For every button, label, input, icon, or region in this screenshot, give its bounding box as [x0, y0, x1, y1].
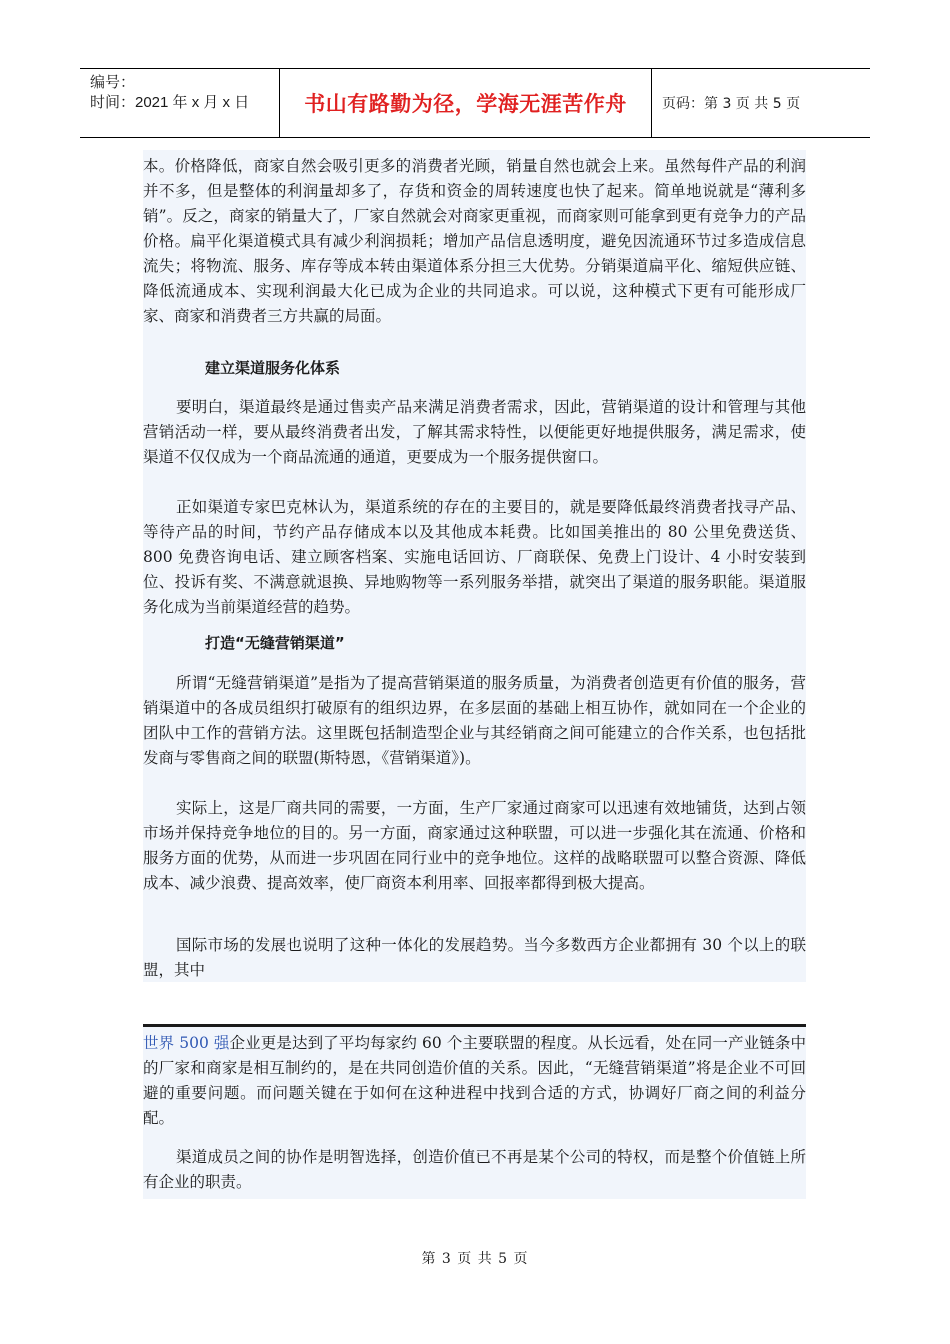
- section-heading-service: 建立渠道服务化体系: [205, 359, 341, 377]
- paragraph-cooperation: 渠道成员之间的协作是明智选择，创造价值已不再是某个公司的特权，而是整个价值链上所有企业的职责。: [143, 1148, 806, 1191]
- header-page-label: 页码：第 3 页 共 5 页: [662, 96, 801, 112]
- content-block-continued: [143, 1024, 806, 1199]
- page-header: [80, 68, 870, 138]
- paragraph-fortune500: [143, 1031, 806, 1131]
- header-slogan: 书山有路勤为径，学海无涯苦作舟: [280, 69, 652, 137]
- paragraph-service-examples: 正如渠道专家巴克林认为，渠道系统的存在的主要目的，就是要降低最终消费者找寻产品、等待产品的时间，节约产品存储成本以及其他成本耗费。比如国美推出的 80 公里免费送货、800 免费咨询电话、建立顾客档案、实施电话回访、厂商联保、免费上门设计、4 小时安装到位、投诉有奖、不满意就退换、异地购物等一系列服务举措，就突出了渠道的服务职能。渠道服务化成为当前渠道经营的趋势。: [143, 498, 806, 616]
- fortune500-link[interactable]: 世界 500 强: [143, 1034, 230, 1052]
- header-info: [80, 69, 280, 137]
- paragraph-flat-channel: 本。价格降低，商家自然会吸引更多的消费者光顾，销量自然也就会上来。虽然每件产品的利润并不多，但是整体的利润量却多了，存货和资金的周转速度也快了起来。简单地说就是“薄利多销”。反之，商家的销量大了，厂家自然就会对商家更重视，而商家则可能拿到更有竞争力的产品价格。扁平化渠道模式具有减少利润损耗；增加产品信息透明度，避免因流通环节过多造成信息流失；将物流、服务、库存等成本转由渠道体系分担三大优势。分销渠道扁平化、缩短供应链、降低流通成本、实现利润最大化已成为企业的共同追求。可以说，这种模式下更有可能形成厂家、商家和消费者三方共赢的局面。: [143, 157, 806, 325]
- paragraph-fortune500-text: 企业更是达到了平均每家约 60 个主要联盟的程度。从长远看，处在同一产业链条中的厂家和商家是相互制约的，是在共同创造价值的关系。因此，“无缝营销渠道”将是企业不可回避的重要问题。而问题关键在于如何在这种进程中找到合适的方式，协调好厂商之间的利益分配。: [143, 1034, 806, 1127]
- doc-date-label: 时间：2021 年 x 月 x 日: [90, 94, 250, 111]
- paragraph-seamless-definition: 所谓“无缝营销渠道”是指为了提高营销渠道的服务质量，为消费者创造更有价值的服务，营销渠道中的各成员组织打破原有的组织边界，在多层面的基础上相互协作，就如同在一个企业的团队中工作的营销方法。这里既包括制造型企业与其经销商之间可能建立的合作关系，也包括批发商与零售商之间的联盟(斯特恩，《营销渠道》)。: [143, 674, 806, 767]
- doc-number-label: 编号：: [90, 74, 136, 91]
- section-heading-seamless: 打造“无缝营销渠道”: [205, 634, 345, 652]
- content-block-main: [143, 150, 806, 982]
- paragraph-alliance-benefits: 实际上，这是厂商共同的需要，一方面，生产厂家通过商家可以迅速有效地铺货，达到占领市场并保持竞争地位的目的。另一方面，商家通过这种联盟，可以进一步强化其在流通、价格和服务方面的优势，从而进一步巩固在同行业中的竞争地位。这样的战略联盟可以整合资源、降低成本、减少浪费、提高效率，使厂商资本利用率、回报率都得到极大提高。: [143, 799, 806, 892]
- paragraph-international-trend: 国际市场的发展也说明了这种一体化的发展趋势。当今多数西方企业都拥有 30 个以上的联盟，其中: [143, 936, 806, 979]
- paragraph-service-intro: 要明白，渠道最终是通过售卖产品来满足消费者需求，因此，营销渠道的设计和管理与其他营销活动一样，要从最终消费者出发，了解其需求特性，以便能更好地提供服务，满足需求，使渠道不仅仅成为一个商品流通的通道，更要成为一个服务提供窗口。: [143, 398, 806, 466]
- page-footer: 第 3 页 共 5 页: [421, 1251, 529, 1267]
